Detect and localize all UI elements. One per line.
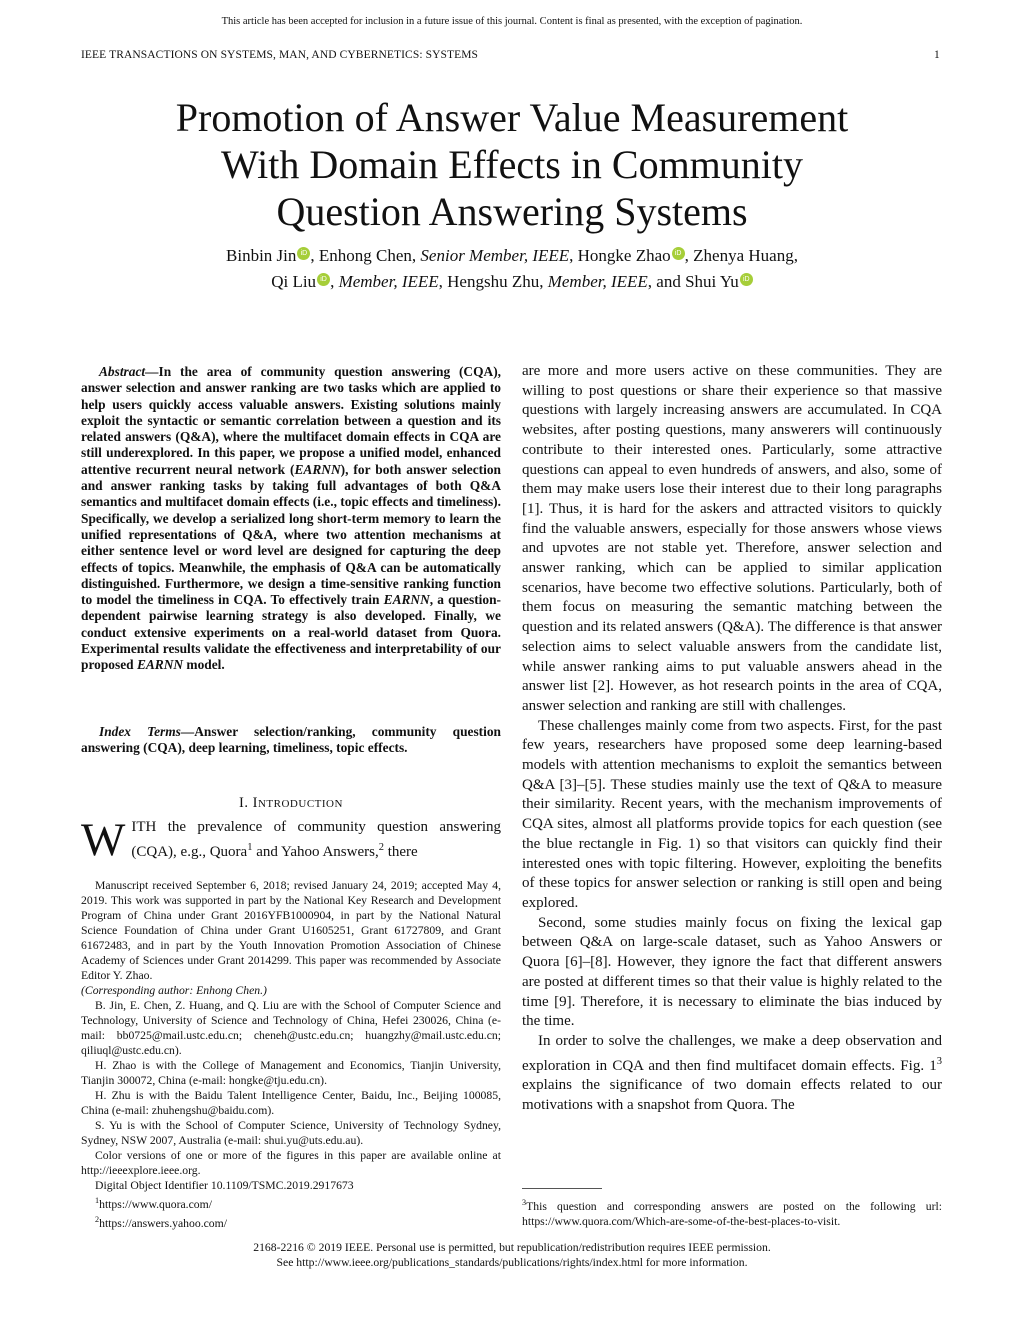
author-liu-role: Member, IEEE bbox=[338, 272, 439, 291]
abstract bbox=[81, 364, 501, 674]
body-text: In order to solve the challenges, we make a deep observation and exploration in CQA and then find multifacet domain effects. Fig. 1 bbox=[522, 1032, 942, 1074]
footnote-divider bbox=[522, 1188, 602, 1189]
title-line-1: Promotion of Answer Value Measurement bbox=[175, 95, 849, 140]
left-footnotes bbox=[81, 878, 501, 1231]
affiliation-note: B. Jin, E. Chen, Z. Huang, and Q. Liu are with the School of Computer Science and Technology, University of Science and Technology of China, Hefei 230026, China (e-mail: bb0725@mail.ustc.edu.cn; cheneh@ustc.edu.cn; huangzhy@mail.ustc.edu.cn; qiliuql@ustc.edu.cn). bbox=[81, 999, 501, 1057]
copyright-line-2: See http://www.ieee.org/publications_standards/publications/rights/index.html for more information. bbox=[276, 1256, 748, 1269]
author-yu: , and Shui Yu bbox=[647, 272, 739, 291]
footnote-mark: 2 bbox=[95, 1214, 100, 1224]
orcid-icon[interactable]: iD bbox=[297, 247, 310, 260]
orcid-icon[interactable]: iD bbox=[740, 273, 753, 286]
body-paragraph: Second, some studies mainly focus on fixing the lexical gap between Q&A on large-scale dataset, such as Yahoo Answers or Quora [6]–[8]. However, they ignore the fact that different answers are posted at different times so that their value is highly related to the time [9]. Therefore, it is necessary to eliminate the bias induced by the time. bbox=[522, 914, 942, 1030]
orcid-icon[interactable]: iD bbox=[672, 247, 685, 260]
manuscript-note: Manuscript received September 6, 2018; revised January 24, 2019; accepted May 4, 2019. This work was supported in part by the National Key Research and Development Program of China under Grant 2016YFB1000904, in part by the National Natural Science Foundation of China under Grant U1605251, Grant 61727809, and Grant 61672483, and in part by the Youth Innovation Promotion Association of Chinese Academy of Sciences under Grant 2014299. This paper was recommended by Associate Editor Y. Zhao. bbox=[81, 879, 501, 982]
right-column-body bbox=[522, 362, 942, 1116]
abstract-text-3: , a question-dependent pairwise learning strategy is also developed. Finally, we conduct extensive experiments on a real-world dataset from Quora. Experimental results validate the effectiveness and interpretability of our proposed bbox=[81, 592, 501, 673]
footnote-mark: 3 bbox=[522, 1198, 527, 1207]
section-numeral: I. bbox=[239, 795, 253, 811]
author-huang: , Zhenya Huang, bbox=[684, 246, 798, 265]
author-zhao: , Hongke Zhao bbox=[569, 246, 671, 265]
copyright-line-1: 2168-2216 © 2019 IEEE. Personal use is permitted, but republication/redistribution requires IEEE permission. bbox=[253, 1241, 771, 1254]
introduction-opening bbox=[81, 814, 501, 866]
author-chen: , Enhong Chen, bbox=[310, 246, 421, 265]
doi-note: Digital Object Identifier 10.1109/TSMC.2019.2917673 bbox=[95, 1179, 354, 1192]
author-jin: Binbin Jin bbox=[226, 246, 297, 265]
affiliation-note: H. Zhu is with the Baidu Talent Intelligence Center, Baidu, Inc., Beijing 100085, China (e-mail: zhuhengshu@baidu.com). bbox=[81, 1089, 501, 1117]
body-paragraph: These challenges mainly come from two aspects. First, for the past few years, researchers have proposed some deep learning-based models with attention mechanisms to exploit the semantics between Q&A [3]–[5]. These studies mainly use the text of Q&A to measure their similarity. Recent years, with the mechanism improvements of CQA sites, almost all platforms provide topics for each question (see the blue rectangle in Fig. 1) so that visitors can quickly find their interested ones with topic filtering. However, exploiting the benefits of these topics for answer selection or ranking is still open and being explored. bbox=[522, 717, 942, 911]
author-list bbox=[0, 243, 1024, 295]
section-heading-introduction bbox=[81, 795, 501, 812]
abstract-text-2: ), for both answer selection and answer ranking tasks by taking full advantages of both Q&A semantics and multifacet domain effects (i.e., topic effects and timeliness). Specifically, we develop a serialized long short-term memory to learn the unified representations of Q&A, where two attention mechanisms at either sentence level or word level are designed for capturing the deep effects of topics. Meanwhile, the emphasis of Q&A can be automatically distinguished. Furthermore, we design a time-sensitive ranking function to model the timeliness in CQA. To effectively train bbox=[81, 461, 501, 608]
section-title-smallcaps: NTRODUCTION bbox=[257, 798, 343, 810]
orcid-icon[interactable]: iD bbox=[317, 273, 330, 286]
footnote-mark: 1 bbox=[95, 1196, 100, 1205]
intro-text-1: ITH the prevalence of community question answering (CQA), e.g., Quora bbox=[131, 819, 501, 860]
journal-name: IEEE TRANSACTIONS ON SYSTEMS, MAN, AND CYBERNETICS: SYSTEMS bbox=[81, 49, 479, 61]
title-line-2: With Domain Effects in Community bbox=[220, 142, 804, 187]
body-paragraph bbox=[522, 1032, 942, 1116]
title-line-3: Question Answering Systems bbox=[276, 189, 748, 234]
corresponding-author: (Corresponding author: Enhong Chen.) bbox=[81, 984, 267, 997]
intro-text-2: and Yahoo Answers, bbox=[252, 843, 379, 860]
right-footnote bbox=[522, 1195, 942, 1229]
section-title-initial: I bbox=[252, 795, 258, 811]
acceptance-notice: This article has been accepted for inclusion in a future issue of this journal. Content is final as presented, with the exception of pagination. bbox=[221, 16, 803, 27]
body-text: explains the significance of two domain effects related to our motivations with a snapshot from Quora. The bbox=[522, 1077, 942, 1114]
author-line-1 bbox=[0, 243, 1024, 269]
abstract-text-4: model. bbox=[183, 657, 225, 673]
author-liu-sep: , bbox=[330, 272, 339, 291]
paper-title bbox=[0, 94, 1024, 235]
author-zhu-role: Member, IEEE bbox=[547, 272, 648, 291]
author-line-2 bbox=[0, 269, 1024, 295]
author-chen-role: Senior Member, IEEE bbox=[420, 246, 570, 265]
quora-url-link[interactable]: https://www.quora.com/ bbox=[99, 1197, 212, 1211]
index-terms-label: Index Terms— bbox=[99, 724, 195, 739]
author-liu: Qi Liu bbox=[271, 272, 317, 291]
index-terms-text: Answer selection/ranking, community question answering (CQA), deep learning, timeliness, topic effects. bbox=[81, 724, 501, 756]
footnote-ref: 1 bbox=[247, 841, 253, 853]
color-versions-note: Color versions of one or more of the figures in this paper are available online at http://ieeexplore.ieee.org. bbox=[81, 1149, 501, 1177]
body-paragraph: are more and more users active on these communities. They are willing to post questions or share their experience so that massive questions with largely increasing answers are accumulated. In CQA websites, after posting questions, many answerers will continuously contribute to their interested ones. Particularly, some attractive questions can appeal to even hundreds of answers, and also, some of them may make users lose their interest due to their long paragraphs [1]. Thus, it is hard for the askers and attracted visitors to quickly find the valuable answers, especially for those answers whose views and upvotes are not stable yet. Therefore, answer selection and answer ranking, which can be applied to similar application scenarios, have become two effective solutions. Particularly, both of them focus on measuring the semantic matching between the question and its related answers (Q&A). The difference is that answer selection aims to select valuable answers from the candidate list, while answer ranking aims to put valuable answers ahead in the answer list [2]. However, as hot research points in the area of CQA, answer selection and ranking are still with challenges. bbox=[522, 363, 942, 714]
footnote-ref: 3 bbox=[936, 1055, 942, 1067]
intro-text-3: there bbox=[383, 843, 418, 860]
abstract-text-1: In the area of community question answering (CQA), answer selection and answer ranking are two tasks which are applied to help users quickly access valuable answers. Existing solutions mainly exploit the syntactic or semantic correlation between a question and its related answers (Q&A), where the multifacet domain effects in CQA are still underexplored. In this paper, we propose a unified model, enhanced attentive recurrent neural network ( bbox=[81, 364, 501, 477]
footnote-text: This question and corresponding answers are posted on the following url: https://www.quora.com/Which-are-some-of-the-best-places-to-visit. bbox=[522, 1199, 942, 1228]
abstract-model-name: EARNN bbox=[383, 592, 430, 608]
affiliation-note: S. Yu is with the School of Computer Science, University of Technology Sydney, Sydney, NSW 2007, Australia (e-mail: shui.yu@uts.edu.au). bbox=[81, 1119, 501, 1147]
drop-cap: W bbox=[81, 814, 126, 866]
author-zhu: , Hengshu Zhu, bbox=[438, 272, 548, 291]
yahoo-answers-url-link[interactable]: https://answers.yahoo.com/ bbox=[99, 1216, 227, 1230]
abstract-label: Abstract— bbox=[99, 364, 159, 379]
copyright-notice bbox=[0, 1240, 1024, 1270]
abstract-model-name: EARNN bbox=[136, 657, 184, 673]
footnote-ref: 2 bbox=[378, 841, 384, 853]
index-terms bbox=[81, 724, 501, 757]
page-number: 1 bbox=[934, 49, 940, 61]
abstract-model-name: EARNN bbox=[294, 461, 341, 477]
affiliation-note: H. Zhao is with the College of Management and Economics, Tianjin University, Tianjin 300072, China (e-mail: hongke@tju.edu.cn). bbox=[81, 1059, 501, 1087]
